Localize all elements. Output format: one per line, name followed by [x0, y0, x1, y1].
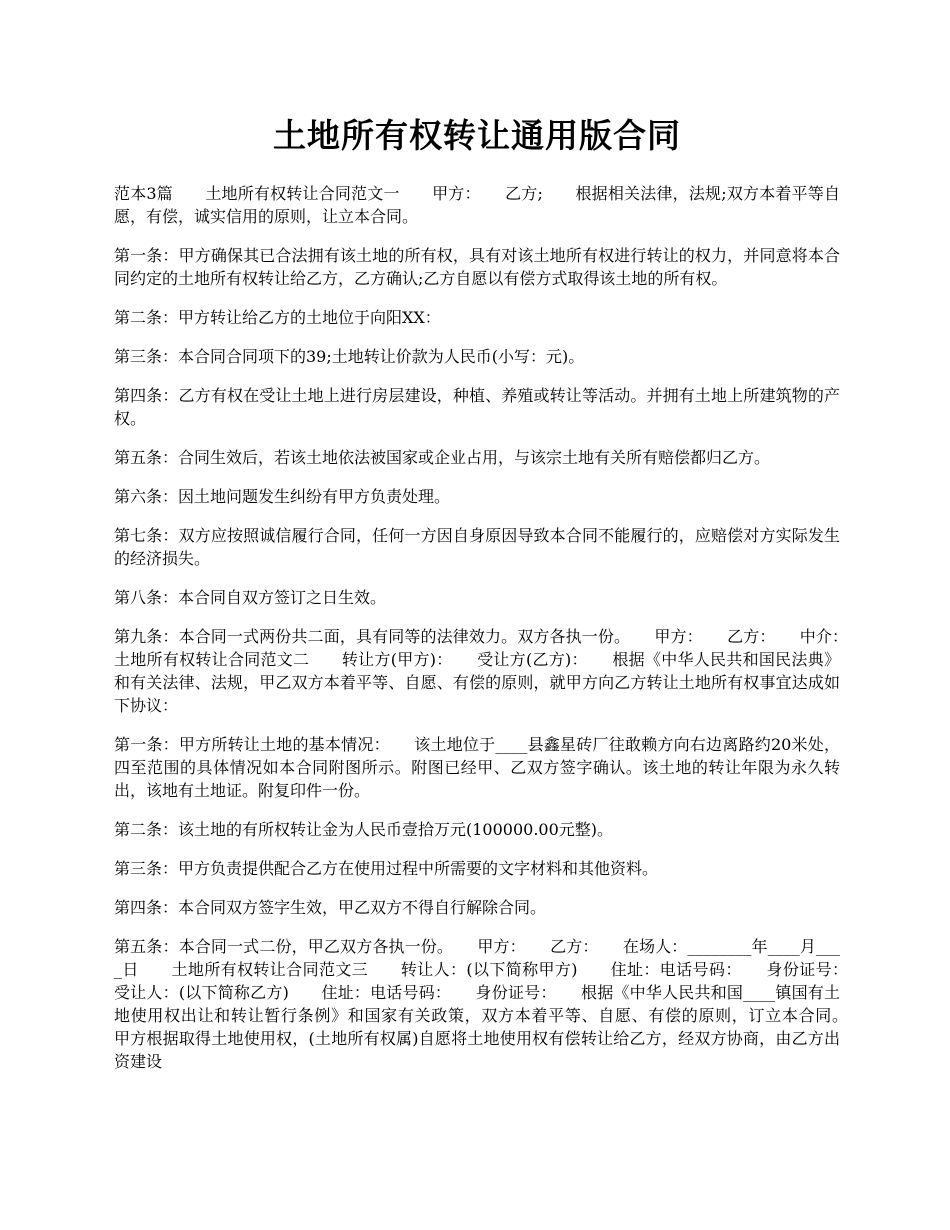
article-1-paragraph: 第一条：甲方确保其已合法拥有该土地的所有权，具有对该土地所有权进行转让的权力，并同意将本合同约定的土地所有权转让给乙方，乙方确认;乙方自愿以有偿方式取得该土地的所有权。	[114, 246, 840, 288]
article-7-paragraph: 第七条：双方应按照诚信履行合同，任何一方因自身原因导致本合同不能履行的，应赔偿对方实际发生的经济损失。	[114, 526, 840, 568]
contract-2-article-2-paragraph: 第二条：该土地的有所权转让金为人民币壹拾万元(100000.00元整)。	[114, 820, 614, 839]
article-8-paragraph: 第八条：本合同自双方签订之日生效。	[114, 588, 387, 607]
contract-2-article-1-paragraph: 第一条：甲方所转让土地的基本情况： 该土地位于____县鑫星砖厂往敢赖方向右边离路约20米处，四至范围的具体情况如本合同附图所示。附图已经甲、乙双方签字确认。该土地的转让年限为永久转出，该地有土地证。附复印件一份。	[114, 735, 840, 800]
contract-2-article-3-paragraph: 第三条：甲方负责提供配合乙方在使用过程中所需要的文字材料和其他资料。	[114, 859, 659, 878]
contract-2-article-4-paragraph: 第四条：本合同双方签字生效，甲乙双方不得自行解除合同。	[114, 898, 547, 917]
document-page	[114, 112, 873, 1089]
preamble-paragraph: 范本3篇 土地所有权转让合同范文一 甲方： 乙方; 根据相关法律，法规;双方本着平等自愿，有偿，诚实信用的原则，让立本合同。	[114, 184, 840, 226]
article-9-paragraph: 第九条：本合同一式两份共二面，具有同等的法律效力。双方各执一份。 甲方： 乙方： 中介： 土地所有权转让合同范文二 转让方(甲方)： 受让方(乙方)： 根据《中华人民共和国民法典》和有关法律、法规，甲乙双方本着平等、自愿、有偿的原则，就甲方向乙方转让土地所有权事宜达成如下协议：	[114, 627, 873, 715]
article-6-paragraph: 第六条：因土地问题发生纠纷有甲方负责处理。	[114, 487, 451, 506]
contract-2-article-5-paragraph: 第五条：本合同一式二份，甲乙双方各执一份。 甲方： 乙方： 在场人：________年____月____日 土地所有权转让合同范文三 转让人：(以下简称甲方) 住址：电话号码： 身份证号： 受让人：(以下简称乙方) 住址：电话号码： 身份证号： 根据《中华人民共和国____镇国有土地使用权出让和转让暂行条例》和国家有关政策，双方本着平等、自愿、有偿的原则，订立本合同。 甲方根据取得土地使用权，(土地所有权属)自愿将土地使用权有偿转让给乙方，经双方协商，由乙方出资建设	[114, 937, 873, 1071]
article-3-paragraph: 第三条：本合同合同项下的39;土地转让价款为人民币(小写：元)。	[114, 347, 585, 366]
article-2-paragraph: 第二条：甲方转让给乙方的土地位于向阳XX：	[114, 308, 441, 327]
article-4-paragraph: 第四条：乙方有权在受让土地上进行房层建设，种植、养殖或转让等活动。并拥有土地上所建筑物的产权。	[114, 386, 840, 428]
document-title: 土地所有权转让通用版合同	[273, 116, 681, 155]
article-5-paragraph: 第五条：合同生效后，若该土地依法被国家或企业占用，与该宗土地有关所有赔偿都归乙方。	[114, 448, 771, 467]
